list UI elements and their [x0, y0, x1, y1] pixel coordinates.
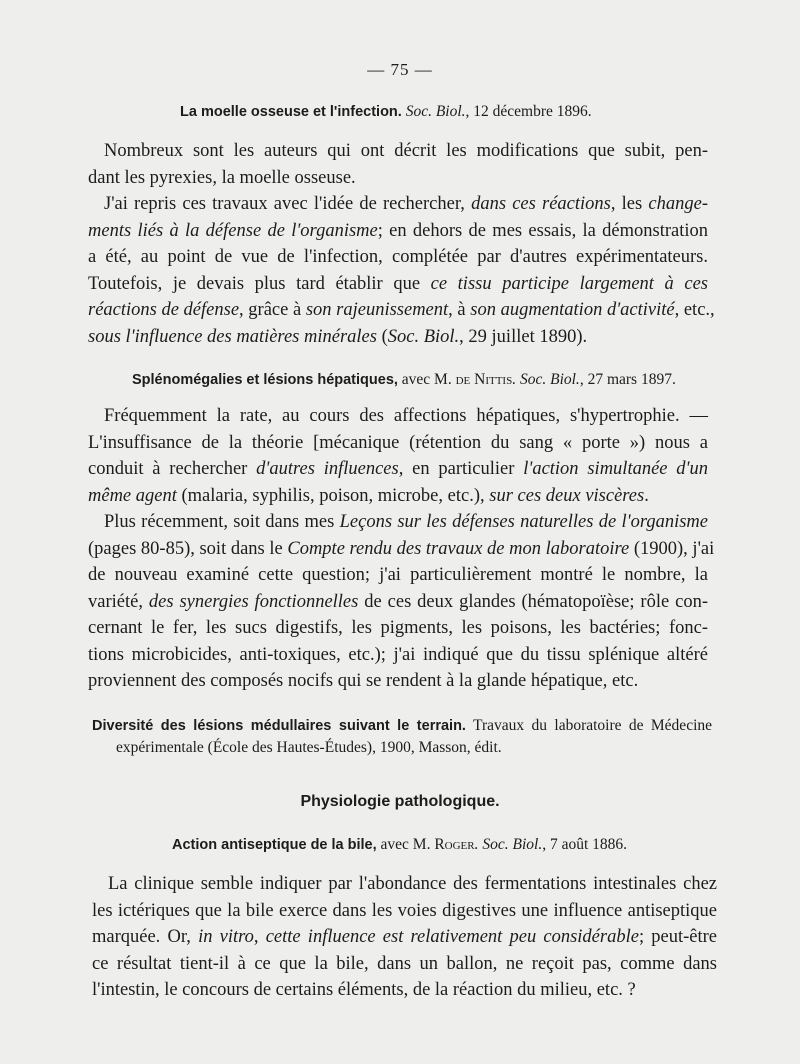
paragraph-4: [88, 509, 715, 695]
text-line: dant les pyrexies, la moelle osseuse.: [88, 167, 356, 188]
text-line: de nouveau examiné cette question; j'ai particulièrement montré le nombre, la: [88, 565, 708, 585]
heading-title: Action antiseptique de la bile,: [172, 837, 377, 853]
heading-source: . Soc. Biol.: [512, 371, 580, 388]
page-number: — 75 —: [367, 60, 433, 79]
text-line: Plus récemment, soit dans mes Leçons sur les défenses naturelles de l'organisme: [104, 512, 708, 532]
text-line: Nombreux sont les auteurs qui ont décrit les modifications que subit, pen-: [104, 141, 708, 161]
paragraph-2: [88, 191, 715, 350]
text-line: (pages 80-85), soit dans le Compte rendu des travaux de mon laboratoire (1900), j'ai: [88, 538, 715, 559]
heading-action-antiseptique: Action antiseptique de la bile, avec M. Roger. Soc. Biol., 7 août 1886.: [172, 836, 628, 853]
heading-diversite-lesions: Diversité des lésions médullaires suivant le terrain. Travaux du laboratoire de Médecine expérimentale (École des Hautes-Études), 1900, Masson, édit.: [92, 717, 713, 756]
paragraph-1: [88, 138, 708, 191]
text-line: sous l'influence des matières minérales (Soc. Biol., 29 juillet 1890).: [88, 326, 588, 347]
text-line: ce résultat tient-il à ce que la bile, dans un ballon, ne reçoit pas, comme dans: [92, 953, 717, 974]
heading-date: , 12 décembre 1896.: [465, 103, 592, 120]
heading-splenomegalies: Splénomégalies et lésions hépatiques, avec M. de Nittis. Soc. Biol., 27 mars 1897.: [132, 371, 676, 388]
heading-date: , 27 mars 1897.: [579, 371, 676, 388]
text-line: ments liés à la défense de l'organisme; en dehors de mes essais, la démonstration: [88, 220, 708, 241]
heading-title: La moelle osseuse et l'infection.: [180, 104, 402, 120]
text-line: les ictériques que la bile exerce dans les voies digestives une influence antiseptique: [92, 900, 717, 921]
text-line: Fréquemment la rate, au cours des affections hépatiques, s'hypertrophie. —: [104, 406, 708, 426]
text-line: variété, des synergies fonctionnelles de ces deux glandes (hématopoïèse; rôle con-: [88, 591, 708, 612]
paragraph-3: [88, 403, 708, 509]
text-line: tions microbicides, anti-toxiques, etc.); j'ai indiqué que du tissu splénique altéré: [88, 644, 708, 665]
text-line: l'intestin, le concours de certains éléments, de la réaction du milieu, etc. ?: [92, 980, 636, 1000]
author-name: Roger: [434, 836, 475, 853]
heading-date: , 7 août 1886.: [542, 836, 628, 853]
text-line: J'ai repris ces travaux avec l'idée de rechercher, dans ces réactions, les change-: [104, 194, 708, 214]
heading-source: . Soc. Biol.: [474, 836, 543, 853]
paragraph-5: [92, 871, 717, 1004]
text-line: marquée. Or, in vitro, cette influence est relativement peu considérable; peut-être: [92, 927, 717, 947]
text-line: proviennent des composés nocifs qui se rendent à la glande hépatique, etc.: [88, 671, 639, 691]
text-line: La clinique semble indiquer par l'abondance des fermentations intestinales chez: [108, 874, 717, 894]
heading-title: Splénomégalies et lésions hépatiques,: [132, 372, 398, 388]
text-line: réactions de défense, grâce à son rajeunissement, à son augmentation d'activité, etc.,: [88, 300, 715, 320]
text-line: Toutefois, je devais plus tard établir que ce tissu participe largement à ces: [88, 273, 708, 294]
text-line: même agent (malaria, syphilis, poison, microbe, etc.), sur ces deux viscères.: [88, 485, 649, 506]
heading-title: Diversité des lésions médullaires suivant le terrain.: [92, 718, 466, 734]
heading-moelle-osseuse: [180, 101, 640, 123]
text-line: a été, au point de vue de l'infection, complétée par d'autres expérimentateurs.: [88, 247, 708, 267]
author-name: de Nittis: [455, 371, 513, 388]
text-line: cernant le fer, les sucs digestifs, les pigments, les poisons, les bactéries; fonc-: [88, 618, 708, 638]
heading-source: Soc. Biol.: [405, 103, 466, 120]
text-line: L'insuffisance de la théorie [mécanique (rétention du sang « porte ») nous a: [88, 432, 708, 453]
text-line: conduit à rechercher d'autres influences, en particulier l'action simultanée d'un: [88, 459, 709, 479]
section-title: Physiologie pathologique.: [300, 793, 500, 810]
